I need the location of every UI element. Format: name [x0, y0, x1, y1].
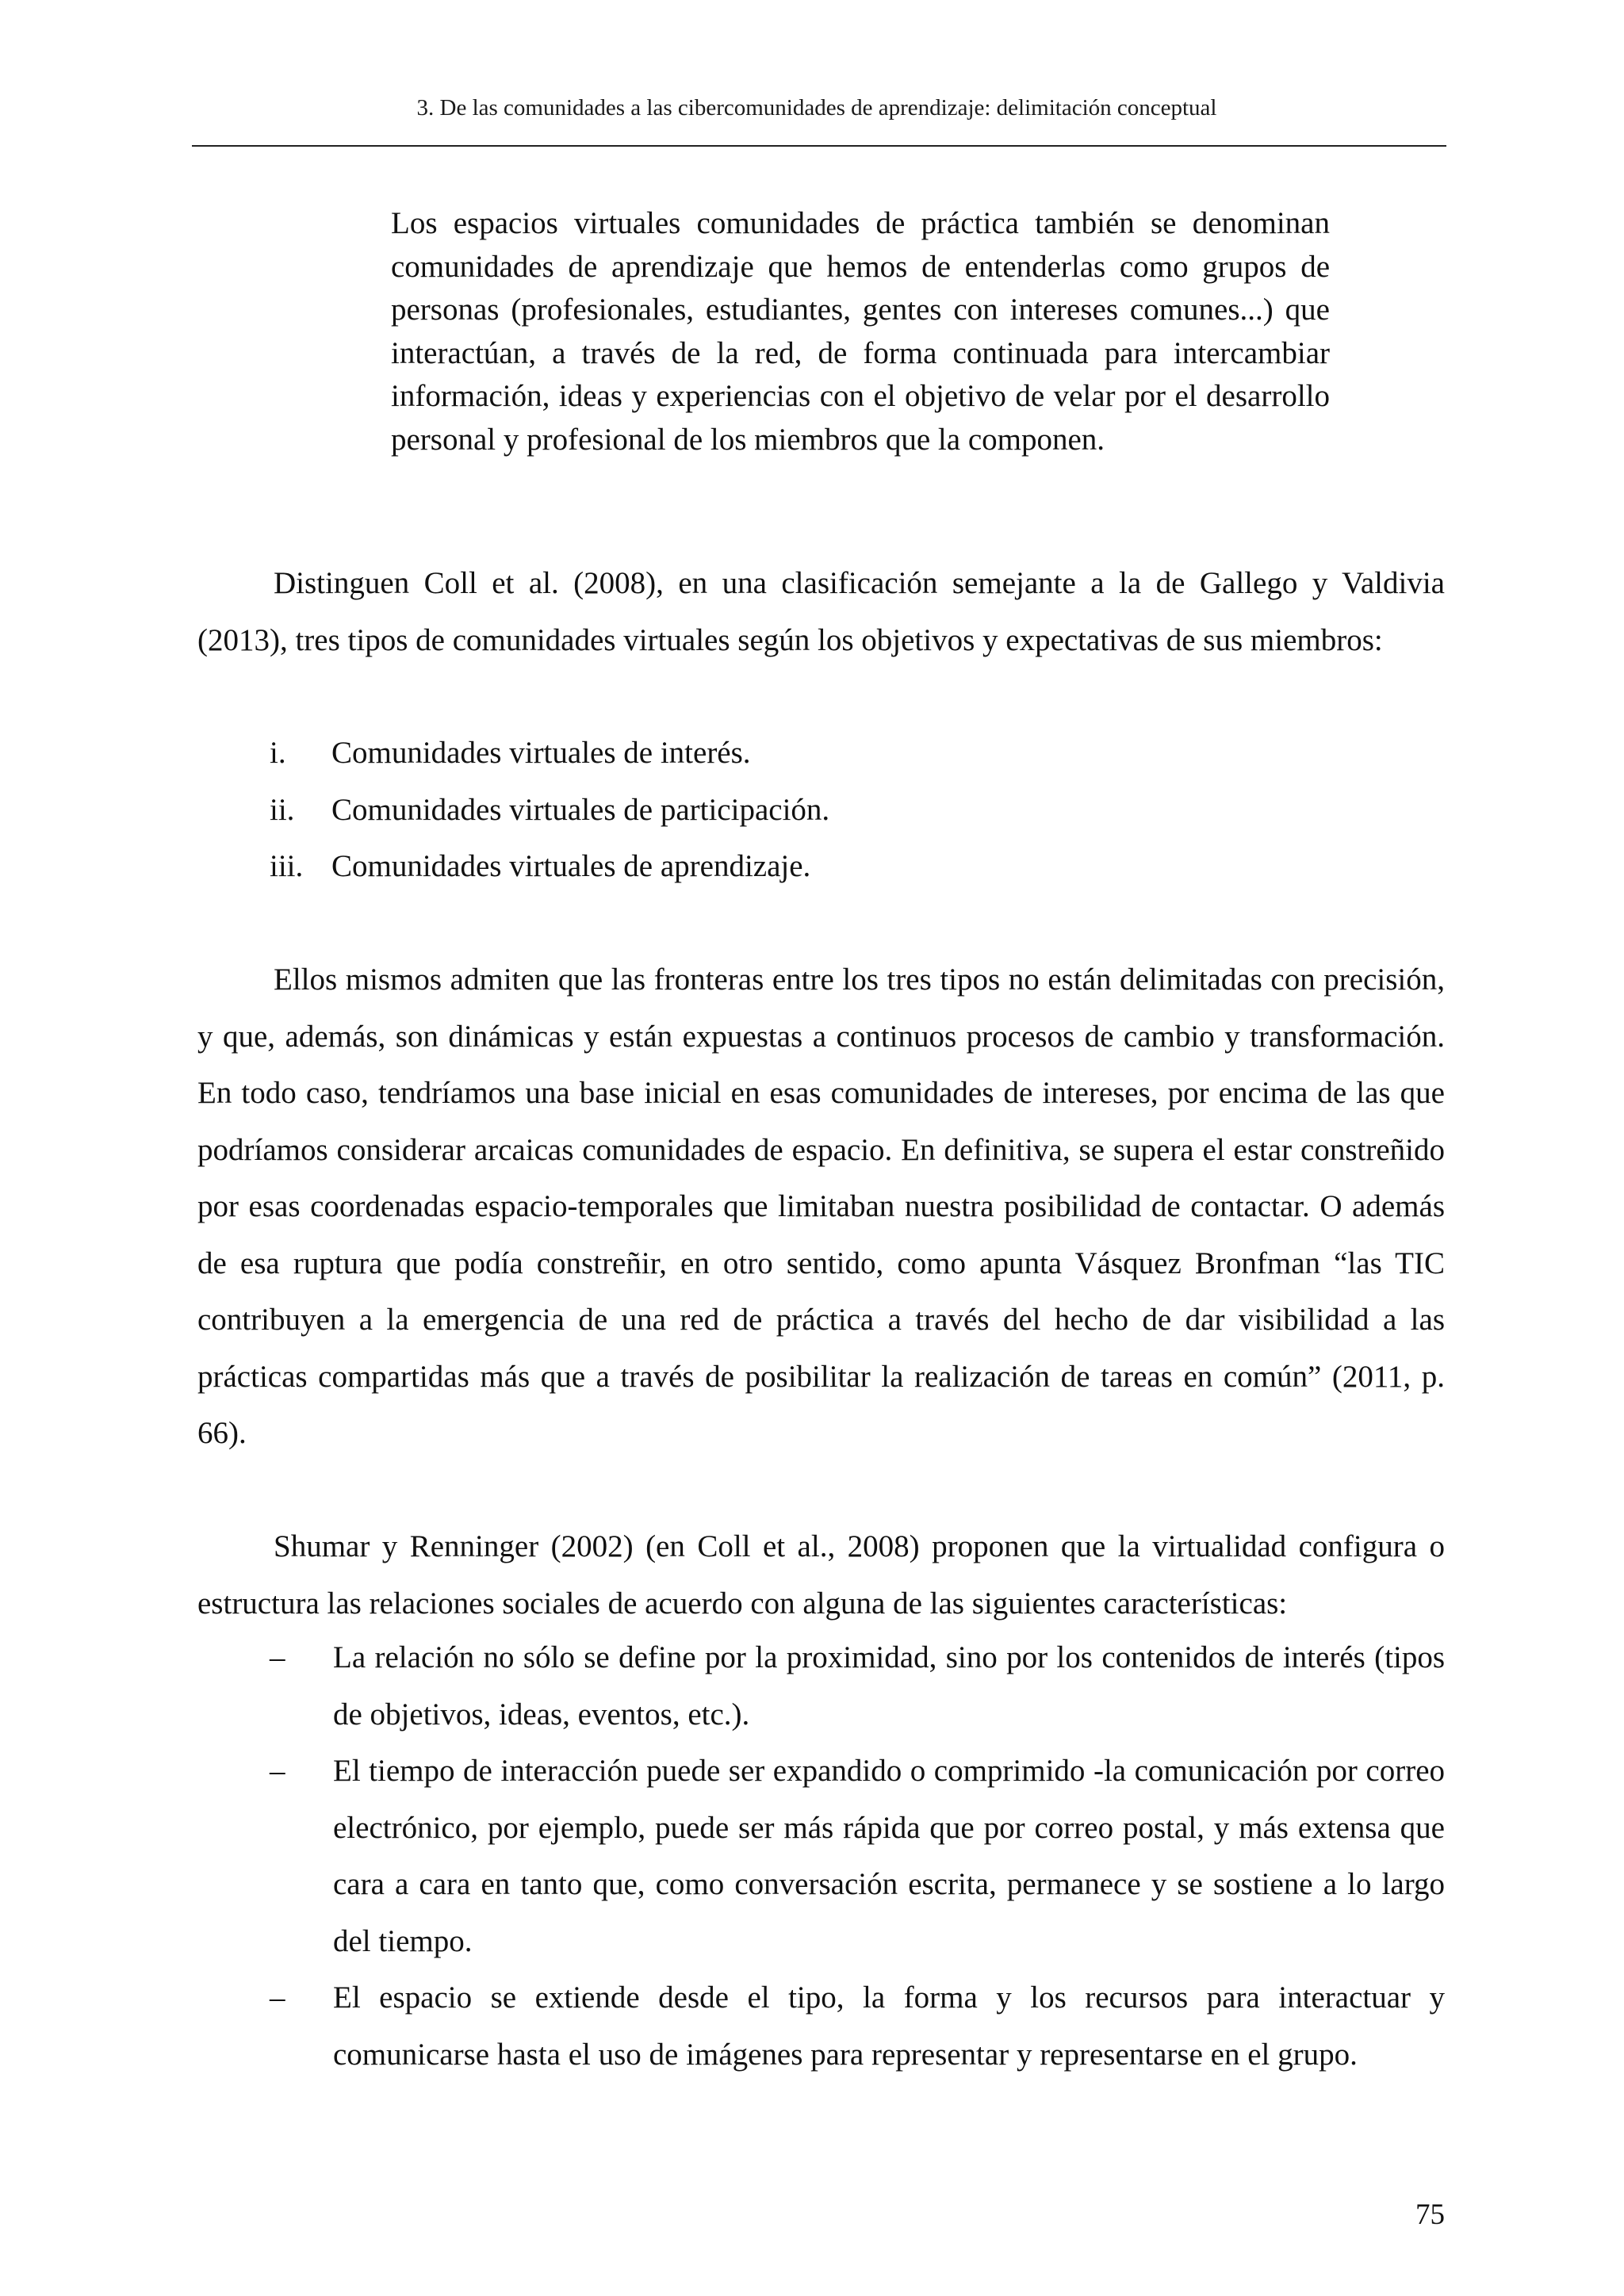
list-item — [270, 1743, 1445, 1969]
list-marker: iii. — [270, 849, 304, 883]
list-marker: – — [270, 1754, 285, 1788]
list-item-text: Comunidades virtuales de aprendizaje. — [331, 849, 811, 883]
page-number: 75 — [1415, 2198, 1445, 2231]
list-item-text: La relación no sólo se define por la proximidad, sino por los contenidos de interés (tipos de objetivos, ideas, eventos, etc.). — [333, 1640, 1445, 1732]
running-header: 3. De las comunidades a las cibercomunidades de aprendizaje: delimitación conceptual — [416, 95, 1217, 121]
header-rule — [192, 145, 1446, 147]
list-item — [270, 1969, 1445, 2083]
list-item — [270, 782, 1380, 839]
list-item — [270, 838, 1380, 895]
block-quote: Los espacios virtuales comunidades de práctica también se denominan comunidades de aprendizaje que hemos de entenderlas como grupos de personas (profesionales, estudiantes, gentes con intereses comunes...) que interactúan, a través de la red, de forma continuada para intercambiar información, ideas y experiencias con el objetivo de velar por el desarrollo personal y profesional de los miembros que la componen. — [391, 206, 1330, 457]
list-item-text: Comunidades virtuales de interés. — [331, 736, 751, 770]
list-item — [270, 725, 1380, 782]
list-item — [270, 1629, 1445, 1743]
roman-numeral-list — [270, 725, 1380, 895]
list-marker: – — [270, 1640, 285, 1674]
list-marker: i. — [270, 736, 286, 770]
list-item-text: Comunidades virtuales de participación. — [331, 792, 830, 827]
paragraph-boundaries: Ellos mismos admiten que las fronteras entre los tres tipos no están delimitadas con precisión, y que, además, son dinámicas y están expuestas a continuos procesos de cambio y transformación. En todo caso, tendríamos una base inicial en esas comunidades de intereses, por encima de las que podríamos considerar arcaicas comunidades de espacio. En definitiva, se supera el estar constreñido por esas coordenadas espacio-temporales que limitaban nuestra posibilidad de contactar. O además de esa ruptura que podía constreñir, en otro sentido, como apunta Vásquez Bronfman “las TIC contribuyen a la emergencia de una red de práctica a través del hecho de dar visibilidad a las prácticas compartidas más que a través de posibilitar la realización de tareas en común” (2011, p. 66). — [197, 962, 1445, 1450]
list-marker: – — [270, 1980, 285, 2015]
list-marker: ii. — [270, 792, 295, 827]
list-item-text: El espacio se extiende desde el tipo, la forma y los recursos para interactuar y comunicarse hasta el uso de imágenes para representar y representarse en el grupo. — [333, 1980, 1445, 2072]
list-item-text: El tiempo de interacción puede ser expandido o comprimido -la comunicación por correo electrónico, por ejemplo, puede ser más rápida que por correo postal, y más extensa que cara a cara en tanto que, como conversación escrita, permanece y se sostiene a lo largo del tiempo. — [333, 1754, 1445, 1958]
paragraph-virtuality: Shumar y Renninger (2002) (en Coll et al., 2008) proponen que la virtualidad configura o estructura las relaciones sociales de acuerdo con alguna de las siguientes características: — [197, 1529, 1445, 1621]
paragraph-classification: Distinguen Coll et al. (2008), en una clasificación semejante a la de Gallego y Valdivia (2013), tres tipos de comunidades virtuales según los objetivos y expectativas de sus miembros: — [197, 566, 1445, 657]
dash-bullet-list — [270, 1629, 1445, 2083]
